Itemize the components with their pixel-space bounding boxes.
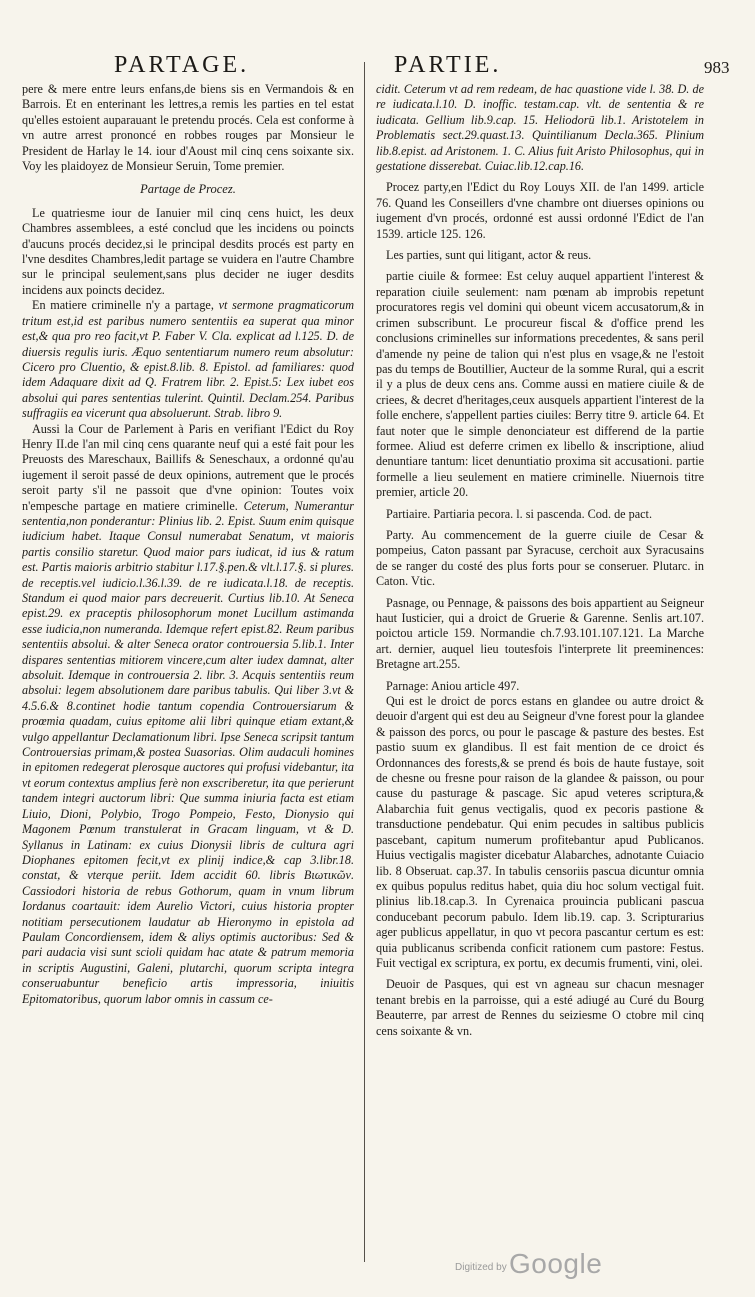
right-paragraph-5: Partiaire. Partiaria pecora. l. si pascenda. Cod. de pact. — [386, 506, 652, 521]
left-paragraph-3 — [22, 298, 354, 421]
page-number: 983 — [704, 58, 730, 77]
left-paragraph-3-latin: vt sermone pragmaticorum tritum est,id est paribus numero sententiis ea superat qua minor est,& qua pro reo facit,vt P. Faber V. Cla. explicat ad l.125. D. de diuersis regulis iuris. Æquo sententiarum numero reum absolutur: Cicero pro Cluentio, & epist.8.lib. 8. Epistol. ad familiares: quod idem Adaquare dixit ad Q. Fratrem libr. 2. Epist.5: Lex iubet eos absolui qui pares sententias tulerint. Quintil. Declam.254. Paribus suffragiis ea vicerunt qua absoluerunt. Strab. libro 9. — [22, 298, 354, 421]
right-paragraph-8: Parnage: Aniou article 497. — [386, 678, 520, 693]
digitized-by-label: Digitized by — [455, 1262, 507, 1273]
digitized-watermark — [455, 1248, 635, 1284]
right-paragraph-3: Les parties, sunt qui litigant, actor & reus. — [386, 248, 592, 263]
header-right-title: PARTIE. — [394, 52, 502, 78]
right-paragraph-2: Procez party,en l'Edict du Roy Louys XII. de l'an 1499. article 76. Quand les Conseillers d'vne chambre ont diuerses opinions ou iugement d'vn procés, ordonné est aussi ordonné l'Edict de l'an 1539. article 125. 126. — [376, 180, 704, 241]
right-column — [376, 82, 704, 1262]
left-paragraph-4-latin: Ceterum, Numerantur sententia,non ponderantur: Plinius lib. 2. Epist. Suum enim quisque iudicium habet. Itaque Consul numerabat Senatum, vt maioris partis consilio staretur. Quod maior pars iudicat, id ius & ratum est. Partis maioris arbitrio stabitur l.17.§.pen.& vlt.l.17.§. si plures. de receptis.vel iudicio.l.36.l.39. de re iudicata.l.18. de receptis. Standum ei quod maior pars decreuerit. Curtius lib.10. At Seneca epist.29. ex praceptis philosophorum monet Lucillum astimanda esse iudicia,non numeranda. Idemque refert epist.82. Reum paribus sententiis absolui. & alter Seneca orator controuersia 5.lib.1. Inter dispares sententias mitiorem vincere,cum alter iudex damnat, alter absoluit. Idemque in controuersia 2. libr. 3. Acquis sententiis reum absolui: legem absolutionem dare paribus tabulis. Qui liber 3.vt & 4.5.6.& 8.continet hodie tantum copendia Controuersiarum & proœmia quadam, cuius epitome alii libri quinque etiam extant,& vulgo appellantur Declamationum libri. Ipse Seneca scripsit tantum Controuersias primam,& postea Suasorias. Olim audaculi homines in epitomen redegerat plerosque auctores qui profusi videbantur, ita vt eorum contextus amplius ferè non exscriberetur, ita que perierunt tandem integri auctorum libri: Que summa iniuria facta est etiam Liuio, Dioni, Polybio, Trogo Pompeio, Festo, Dionysio qui Magonem Pœnum transtulerat in Gracam linguam, vt & D. Syllanus in Latinam: ex cuius Dionysii libris de cultura agri Diophanes epitomen fecit,vt ex plinij indice,& cap 3.libr.18. constat, & vterque periit. Idem accidit 60. libris Βιωτικῶν. Cassiodori historia de rebus Gothorum, quam in vnum librum Iordanus coartauit: idem Aurelio Victori, cuius historia propter notitiam persecutionem laudatur ab Hieronymo in epistola ad Paulam Concordiensem, idem & aliys optimis auctoribus: Sed & pari audacia visi sunt scioli quidam hac atate & patrum memoria in scriptis Augustini, Galeni, plutarchi, quorum scripta integra conseruabuntur beneficio artis impressoria, iniuitis Epitomatoribus, quorum labor omnis in cassum ce- — [22, 498, 354, 1006]
header-left-title: PARTAGE. — [114, 52, 250, 78]
right-paragraph-6: Party. Au commencement de la guerre ciuile de Cesar & pompeius, Caton passant par Syracuse, cerchoit aux Syracusains de se ranger du costé des plus forts pour se conseruer. Plutarc. in Caton. Vtic. — [376, 527, 704, 589]
right-paragraph-10: Deuoir de Pasques, qui est vn agneau sur chacun mesnager tenant brebis en la parroisse, qui a esté adiugé au Curé du Bourg Beauterre, par arrest de Rennes du seiziesme O ctobre mil cinq cens soixante & vn. — [376, 977, 704, 1038]
left-paragraph-1: pere & mere entre leurs enfans,de biens sis en Vermandois & en Barrois. Et en enterinant les lettres,a remis les parties en tel estat qu'elles estoient auparauant le pretendu procés. Cela est conforme à vn autre arrest prononcé en robbes rouges par Monsieur le President de Harlay le 14. iour d'Aoust mil cinq cens soixante six. Voy les plaidoyez de Monsieur Seruin, Tome premier. — [22, 82, 354, 174]
left-paragraph-4-french: Aussi la Cour de Parlement à Paris en verifiant l'Edict du Roy Henry II.de l'an mil cinq cens quarante neuf qui a esté fait pour les Preuosts des Mareschaux, Baillifs & Seneschaux, a ordonné qu'au iugement il seroit passé de deux opinions, autrement que le procés seroit party s'il ne passoit que d'vne opinion: Toutes voix n'empesche partage en matiere criminelle. — [22, 421, 354, 513]
left-paragraph-3-french: En matiere criminelle n'y a partage, — [32, 298, 214, 313]
left-paragraph-2: Le quatriesme iour de Ianuier mil cinq cens huict, les deux Chambres assemblees, a esté conclud que les incidens ou poincts d'aucuns procés decidez,si le principal desdits procés est party en l'vne desdites Chambres,ledit partage se vuidera en l'autre Chambre sur le principal seulement,sans plus decider ne iuger desdits incidens aux poincts decidez. — [22, 205, 354, 297]
column-divider — [364, 62, 365, 1262]
left-column — [22, 82, 354, 1262]
section-heading: Partage de Procez. — [140, 182, 236, 197]
running-header — [0, 52, 755, 86]
google-logo: Google — [509, 1248, 603, 1279]
right-paragraph-7: Pasnage, ou Pennage, & paissons des bois appartient au Seigneur haut Iusticier, qui a droict de Gruerie & Garenne. Senlis art.107. poictou article 159. Normandie ch.7.93.101.107.121. La Marche art. dernier, auquel lieu toutesfois l'interprete lit preeminences: Bretagne art.255. — [376, 595, 704, 672]
right-paragraph-9: Qui est le droict de porcs estans en glandee ou autre droict & deuoir d'argent qui est deu au Seigneur d'vne forest pour la glandee & paisson des porcs, ou pour le pascage & pasture des bestes. Est pastio suum ex glandibus. Il est fait mention de ce droict és Ordonnances des forests,& se prend és bois de haute fustaye, soit de chesne ou fresne pour raison de la glandee & paisson, ou pour cause du pasturage & pascage. Sic apud veteres scriptura,& Alabarchia fuit genus vectigalis, quod ex pecoris pastione & transductione pendebatur. Qui enim pecudes in saltibus publicis pascebant, capitum numerum profitebantur apud Publicanos. Huius vectigalis magister dicebatur Alabarches, adnotante Cuiacio lib. 8 Obseruat. cap.37. In tabulis censoriis pascua dicuntur omnia ex quibus populus reditus habet, quia diu hoc solum vectigal fuit. plinius lib.18.cap.3. In Cyrenaica prouincia publicani pascua conducebant pecorum pabulo. Idem lib.19. cap. 3. Scripturarius ager publicus appellatur, in quo vt pecora pascantur certum es est: quia publicanus scribenda conficit rationem cum pastore: Festus. Fuit vectigal ex scriptura, ex portu, ex decumis frumenti, vini, olei. — [376, 694, 704, 970]
left-paragraph-4 — [22, 422, 354, 1007]
right-paragraph-4: partie ciuile & formee: Est celuy auquel appartient l'interest & reparation ciuile seulement: nam pœnam ab improbis repetunt procuratores regis vel domini qui obeunt vicem accusatorum,& in crimen subscribunt. Le procureur fiscal & d'office prend les conclusions criminelles sur informations precedentes, & sans peril d'amende ny peine de talion qui n'est plus en vsage,& ne l'estoit pas du temps de Boutillier, Aucteur de la somme Rural, qui a escrit il y a plus de deux cens ans. Comme aussi en matiere ciuile & de criees, & decret d'heritages,ceux ausquels appartient l'interest de la folle enchere, s'appellent parties ciuiles: Berry titre 9. article 64. Et faut noter que le simple denonciateur est differend de la partie formee. Aliud est deferre crimen ex libello & inscriptione, aliud denuntiare tantum: licet denuntiatio proxima sit accusationi. partie formelle a lieu seulement en matiere criminelle. Niuernois titre premier, article 20. — [376, 269, 704, 500]
right-paragraph-1: cidit. Ceterum vt ad rem redeam, de hac quastione vide l. 38. D. de re iudicata.l.10. D. inoffic. testam.cap. vlt. de sententia & re iudicata. Gellium lib.9.cap. 15. Heliodorū lib.1. Aristotelem in Problematis sect.29.quast.13. Quintilianum Decla.365. Plinium lib.8.epist. ad Aristonem. 1. C. Alius fuit Aristo Philosophus, qui in gestatione disserebat. Cuiac.lib.12.cap.16. — [376, 82, 704, 174]
